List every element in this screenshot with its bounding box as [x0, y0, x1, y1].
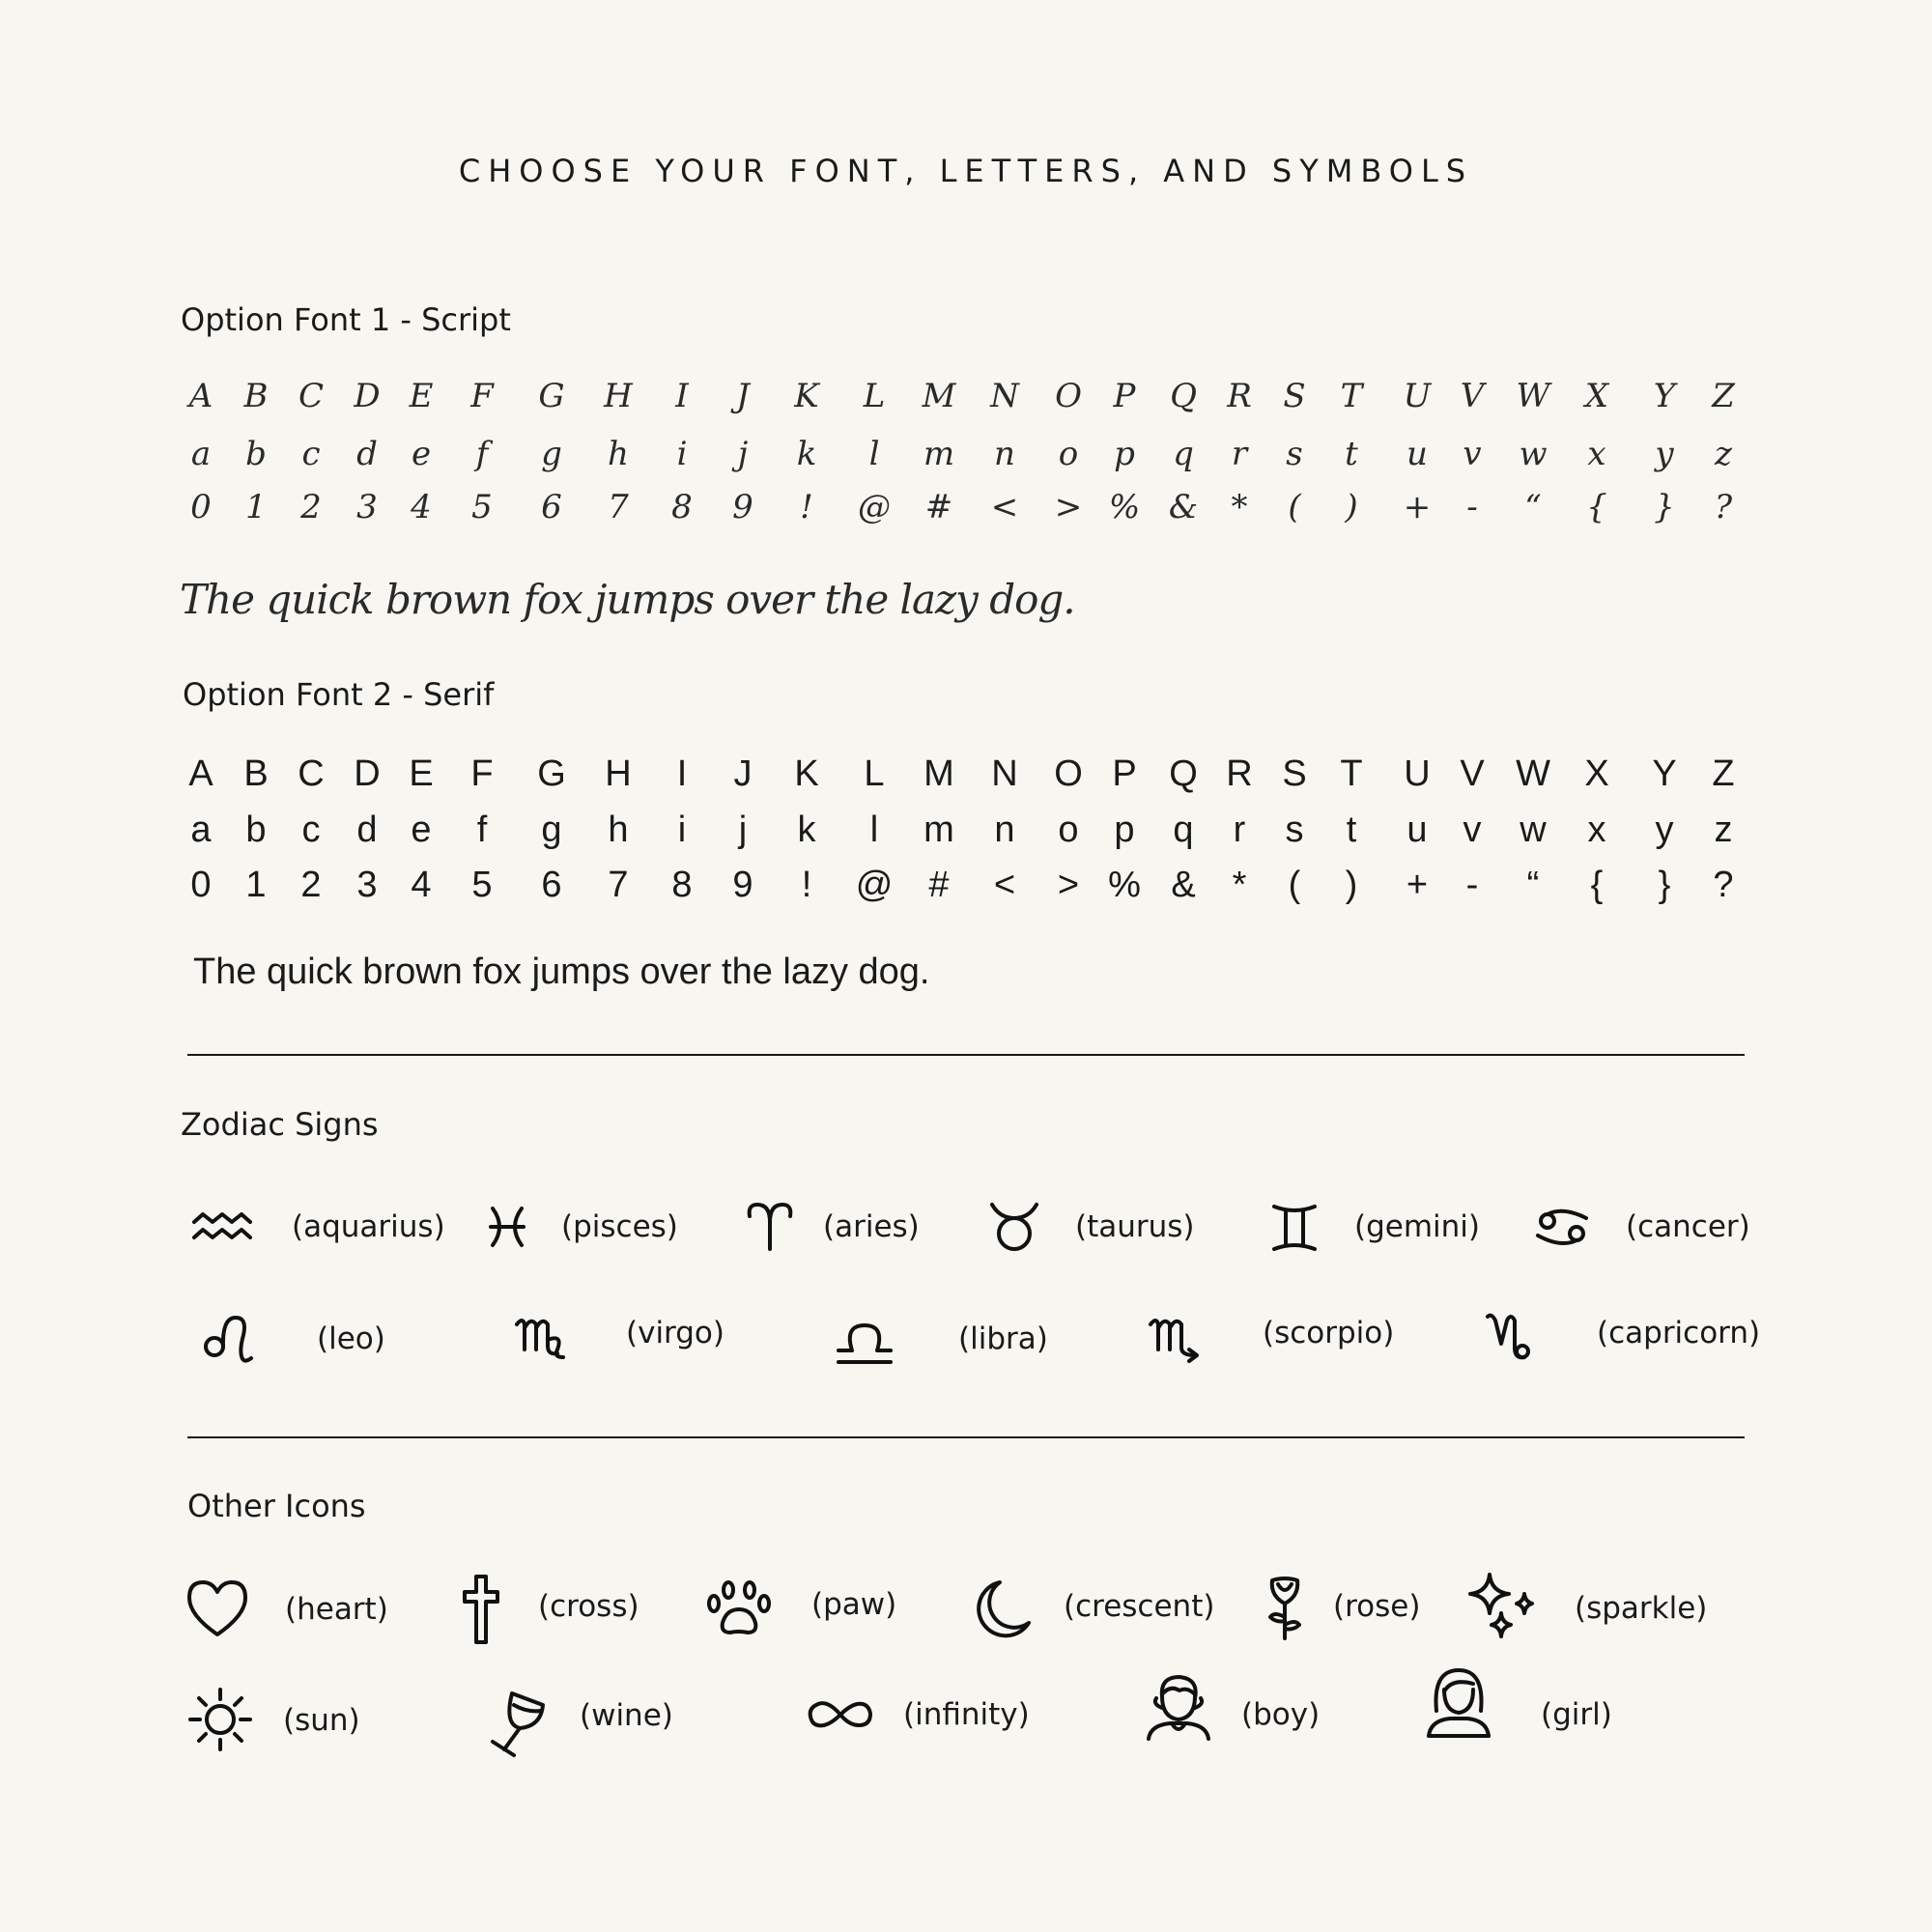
glyph-cell: t: [1345, 435, 1358, 473]
glyph-cell: C: [298, 753, 325, 794]
glyph-cell: 5: [471, 865, 493, 905]
glyph-cell: Q: [1170, 377, 1197, 415]
other-label-crescent: (crescent): [1064, 1589, 1215, 1624]
glyph-cell: r: [1231, 435, 1248, 473]
zodiac-section-label: Zodiac Signs: [181, 1106, 379, 1143]
glyph-cell: S: [1282, 753, 1307, 794]
glyph-cell: K: [794, 377, 819, 415]
leo-icon: [193, 1304, 261, 1372]
glyph-cell: w: [1520, 810, 1547, 850]
glyph-cell: <: [990, 488, 1019, 526]
glyph-cell: >: [1057, 865, 1080, 905]
glyph-cell: E: [409, 377, 434, 415]
glyph-cell: l: [869, 810, 879, 850]
glyph-cell: i: [677, 810, 687, 850]
glyph-cell: 7: [608, 488, 629, 526]
glyph-cell: G: [538, 377, 565, 415]
glyph-cell: u: [1406, 810, 1428, 850]
glyph-cell: 0: [190, 865, 212, 905]
glyph-cell: >: [1054, 488, 1083, 526]
glyph-cell: (: [1288, 488, 1301, 526]
glyph-cell: r: [1233, 810, 1246, 850]
glyph-cell: T: [1340, 753, 1363, 794]
glyph-cell: h: [608, 810, 629, 850]
glyph-cell: b: [245, 810, 267, 850]
other-icons-section-label: Other Icons: [187, 1488, 366, 1524]
other-label-infinity: (infinity): [903, 1697, 1030, 1732]
glyph-cell: W: [1516, 377, 1550, 415]
glyph-cell: v: [1463, 810, 1482, 850]
glyph-cell: R: [1227, 377, 1252, 415]
glyph-cell: M: [923, 753, 954, 794]
glyph-cell: g: [541, 435, 562, 473]
glyph-cell: @: [855, 865, 894, 905]
glyph-cell: 1: [245, 488, 267, 526]
glyph-cell: 3: [356, 488, 378, 526]
glyph-cell: 6: [541, 865, 562, 905]
glyph-cell: !: [801, 865, 812, 905]
aries-icon: [736, 1193, 804, 1261]
taurus-icon: [980, 1193, 1048, 1261]
glyph-cell: O: [1055, 377, 1082, 415]
zodiac-label-pisces: (pisces): [561, 1209, 678, 1244]
glyph-cell: f: [476, 810, 488, 850]
glyph-cell: S: [1283, 377, 1306, 415]
capricorn-icon: [1478, 1299, 1546, 1367]
glyph-cell: 6: [541, 488, 562, 526]
glyph-cell: I: [676, 753, 688, 794]
glyph-cell: C: [298, 377, 324, 415]
glyph-cell: P: [1112, 753, 1137, 794]
glyph-cell: R: [1226, 753, 1253, 794]
glyph-cell: x: [1587, 435, 1606, 473]
glyph-cell: m: [923, 435, 955, 473]
zodiac-label-scorpio: (scorpio): [1263, 1316, 1395, 1350]
glyph-cell: p: [1114, 435, 1135, 473]
glyph-cell: t: [1346, 810, 1357, 850]
glyph-cell: 9: [732, 488, 753, 526]
glyph-cell: l: [868, 435, 880, 473]
glyph-cell: j: [737, 435, 749, 473]
glyph-cell: #: [924, 488, 953, 526]
glyph-cell: T: [1340, 377, 1363, 415]
glyph-cell: L: [864, 753, 885, 794]
cross-icon: [447, 1575, 515, 1642]
glyph-cell: 9: [732, 865, 753, 905]
glyph-cell: E: [409, 753, 434, 794]
glyph-cell: }: [1658, 865, 1671, 905]
other-label-wine: (wine): [580, 1698, 673, 1733]
font2-symbols-row: [0, 865, 1932, 923]
paw-icon: [705, 1575, 773, 1642]
glyph-cell: h: [608, 435, 629, 473]
glyph-cell: a: [190, 810, 212, 850]
crescent-icon: [971, 1577, 1038, 1644]
other-label-paw: (paw): [811, 1587, 897, 1622]
glyph-cell: d: [356, 435, 378, 473]
cancer-icon: [1528, 1193, 1596, 1261]
glyph-cell: s: [1285, 810, 1304, 850]
glyph-cell: X: [1584, 377, 1609, 415]
glyph-cell: }: [1654, 488, 1675, 526]
glyph-cell: k: [796, 435, 817, 473]
glyph-cell: %: [1108, 488, 1141, 526]
glyph-cell: N: [990, 377, 1019, 415]
pisces-icon: [473, 1193, 541, 1261]
zodiac-label-aquarius: (aquarius): [292, 1209, 445, 1244]
glyph-cell: &: [1168, 488, 1199, 526]
glyph-cell: u: [1406, 435, 1428, 473]
glyph-cell: d: [356, 810, 378, 850]
other-label-rose: (rose): [1333, 1589, 1421, 1624]
glyph-cell: Q: [1169, 753, 1198, 794]
glyph-cell: V: [1460, 753, 1485, 794]
glyph-cell: ?: [1714, 488, 1733, 526]
glyph-cell: W: [1516, 753, 1550, 794]
glyph-cell: p: [1114, 810, 1135, 850]
glyph-cell: +: [1403, 488, 1432, 526]
glyph-cell: {: [1586, 488, 1607, 526]
divider: [187, 1054, 1745, 1056]
other-label-sparkle: (sparkle): [1575, 1591, 1708, 1626]
glyph-cell: y: [1655, 810, 1674, 850]
glyph-cell: n: [994, 810, 1015, 850]
heart-icon: [184, 1575, 251, 1642]
zodiac-label-gemini: (gemini): [1354, 1209, 1481, 1244]
font1-lowercase-row: [0, 435, 1932, 493]
infinity-icon: [807, 1681, 874, 1748]
rose-icon: [1251, 1575, 1319, 1642]
wine-icon: [483, 1686, 551, 1753]
sparkle-icon: [1468, 1575, 1536, 1642]
glyph-cell: O: [1054, 753, 1083, 794]
glyph-cell: w: [1519, 435, 1548, 473]
glyph-cell: F: [470, 753, 494, 794]
other-label-girl: (girl): [1541, 1697, 1612, 1732]
glyph-cell: c: [301, 810, 321, 850]
glyph-cell: e: [411, 810, 432, 850]
glyph-cell: G: [537, 753, 566, 794]
scorpio-icon: [1143, 1299, 1210, 1367]
page-title: CHOOSE YOUR FONT, LETTERS, AND SYMBOLS: [458, 153, 1474, 189]
glyph-cell: B: [243, 377, 269, 415]
glyph-cell: z: [1714, 810, 1733, 850]
glyph-cell: j: [738, 810, 748, 850]
glyph-cell: F: [470, 377, 494, 415]
glyph-cell: k: [797, 810, 816, 850]
glyph-cell: *: [1231, 488, 1248, 526]
other-label-boy: (boy): [1241, 1697, 1321, 1732]
glyph-cell: e: [411, 435, 432, 473]
glyph-cell: A: [188, 753, 213, 794]
glyph-cell: o: [1058, 435, 1079, 473]
glyph-cell: m: [923, 810, 954, 850]
zodiac-label-leo: (leo): [317, 1321, 385, 1356]
glyph-cell: n: [994, 435, 1015, 473]
glyph-cell: Y: [1653, 377, 1676, 415]
glyph-cell: f: [475, 435, 489, 473]
glyph-cell: z: [1715, 435, 1732, 473]
glyph-cell: ?: [1713, 865, 1734, 905]
glyph-cell: -: [1465, 865, 1479, 905]
glyph-cell: X: [1584, 753, 1609, 794]
glyph-cell: Y: [1652, 753, 1677, 794]
glyph-cell: x: [1587, 810, 1606, 850]
gemini-icon: [1261, 1193, 1328, 1261]
glyph-cell: !: [800, 488, 813, 526]
font1-uppercase-row: [0, 377, 1932, 435]
glyph-cell: s: [1286, 435, 1303, 473]
font1-symbols-row: [0, 488, 1932, 546]
glyph-cell: Z: [1712, 753, 1735, 794]
font2-uppercase-row: [0, 753, 1932, 811]
glyph-cell: &: [1171, 865, 1196, 905]
glyph-cell: J: [736, 377, 750, 415]
glyph-cell: <: [993, 865, 1016, 905]
glyph-cell: b: [245, 435, 267, 473]
glyph-cell: a: [190, 435, 212, 473]
glyph-cell: @: [858, 488, 891, 526]
glyph-cell: M: [922, 377, 956, 415]
glyph-cell: 5: [471, 488, 493, 526]
font1-pangram: The quick brown fox jumps over the lazy dog.: [180, 576, 1075, 623]
virgo-icon: [507, 1299, 575, 1367]
other-label-sun: (sun): [283, 1703, 360, 1738]
glyph-cell: B: [243, 753, 269, 794]
zodiac-label-cancer: (cancer): [1626, 1209, 1750, 1244]
glyph-cell: 2: [300, 488, 322, 526]
glyph-cell: c: [301, 435, 321, 473]
font1-label: Option Font 1 - Script: [181, 301, 511, 338]
glyph-cell: D: [354, 753, 381, 794]
glyph-cell: D: [354, 377, 381, 415]
glyph-cell: %: [1108, 865, 1141, 905]
glyph-cell: V: [1460, 377, 1485, 415]
glyph-cell: L: [863, 377, 886, 415]
font2-label: Option Font 2 - Serif: [183, 676, 495, 713]
glyph-cell: H: [605, 753, 632, 794]
aquarius-icon: [188, 1193, 256, 1261]
glyph-cell: 4: [411, 488, 432, 526]
glyph-cell: Z: [1712, 377, 1735, 415]
glyph-cell: 7: [608, 865, 629, 905]
glyph-cell: -: [1466, 488, 1478, 526]
glyph-cell: q: [1173, 435, 1194, 473]
zodiac-label-libra: (libra): [958, 1321, 1048, 1356]
glyph-cell: A: [188, 377, 213, 415]
boy-icon: [1145, 1671, 1212, 1739]
glyph-cell: 4: [411, 865, 432, 905]
glyph-cell: 0: [190, 488, 212, 526]
glyph-cell: *: [1232, 865, 1247, 905]
glyph-cell: 8: [671, 488, 693, 526]
glyph-cell: v: [1463, 435, 1482, 473]
glyph-cell: K: [794, 753, 819, 794]
zodiac-label-taurus: (taurus): [1075, 1209, 1195, 1244]
glyph-cell: #: [928, 865, 950, 905]
zodiac-label-aries: (aries): [823, 1209, 920, 1244]
sun-icon: [186, 1686, 254, 1753]
glyph-cell: 8: [671, 865, 693, 905]
libra-icon: [831, 1304, 898, 1372]
glyph-cell: q: [1173, 810, 1194, 850]
glyph-cell: P: [1113, 377, 1136, 415]
glyph-cell: ): [1345, 865, 1358, 905]
other-label-heart: (heart): [285, 1592, 388, 1627]
glyph-cell: U: [1404, 753, 1431, 794]
divider: [187, 1436, 1745, 1438]
glyph-cell: “: [1524, 488, 1542, 526]
glyph-cell: N: [991, 753, 1018, 794]
font2-pangram: The quick brown fox jumps over the lazy dog.: [193, 952, 930, 992]
glyph-cell: {: [1590, 865, 1604, 905]
glyph-cell: J: [733, 753, 753, 794]
zodiac-label-capricorn: (capricorn): [1597, 1316, 1761, 1350]
glyph-cell: o: [1058, 810, 1079, 850]
glyph-cell: +: [1406, 865, 1429, 905]
glyph-cell: 3: [356, 865, 378, 905]
glyph-cell: y: [1655, 435, 1674, 473]
girl-icon: [1425, 1666, 1492, 1734]
glyph-cell: I: [675, 377, 689, 415]
glyph-cell: U: [1403, 377, 1432, 415]
font2-lowercase-row: [0, 810, 1932, 867]
glyph-cell: H: [604, 377, 633, 415]
glyph-cell: 1: [245, 865, 267, 905]
glyph-cell: ): [1345, 488, 1358, 526]
glyph-cell: 2: [300, 865, 322, 905]
zodiac-label-virgo: (virgo): [626, 1316, 724, 1350]
glyph-cell: “: [1526, 865, 1540, 905]
glyph-cell: g: [541, 810, 562, 850]
other-label-cross: (cross): [538, 1589, 639, 1624]
glyph-cell: i: [676, 435, 688, 473]
glyph-cell: (: [1288, 865, 1301, 905]
